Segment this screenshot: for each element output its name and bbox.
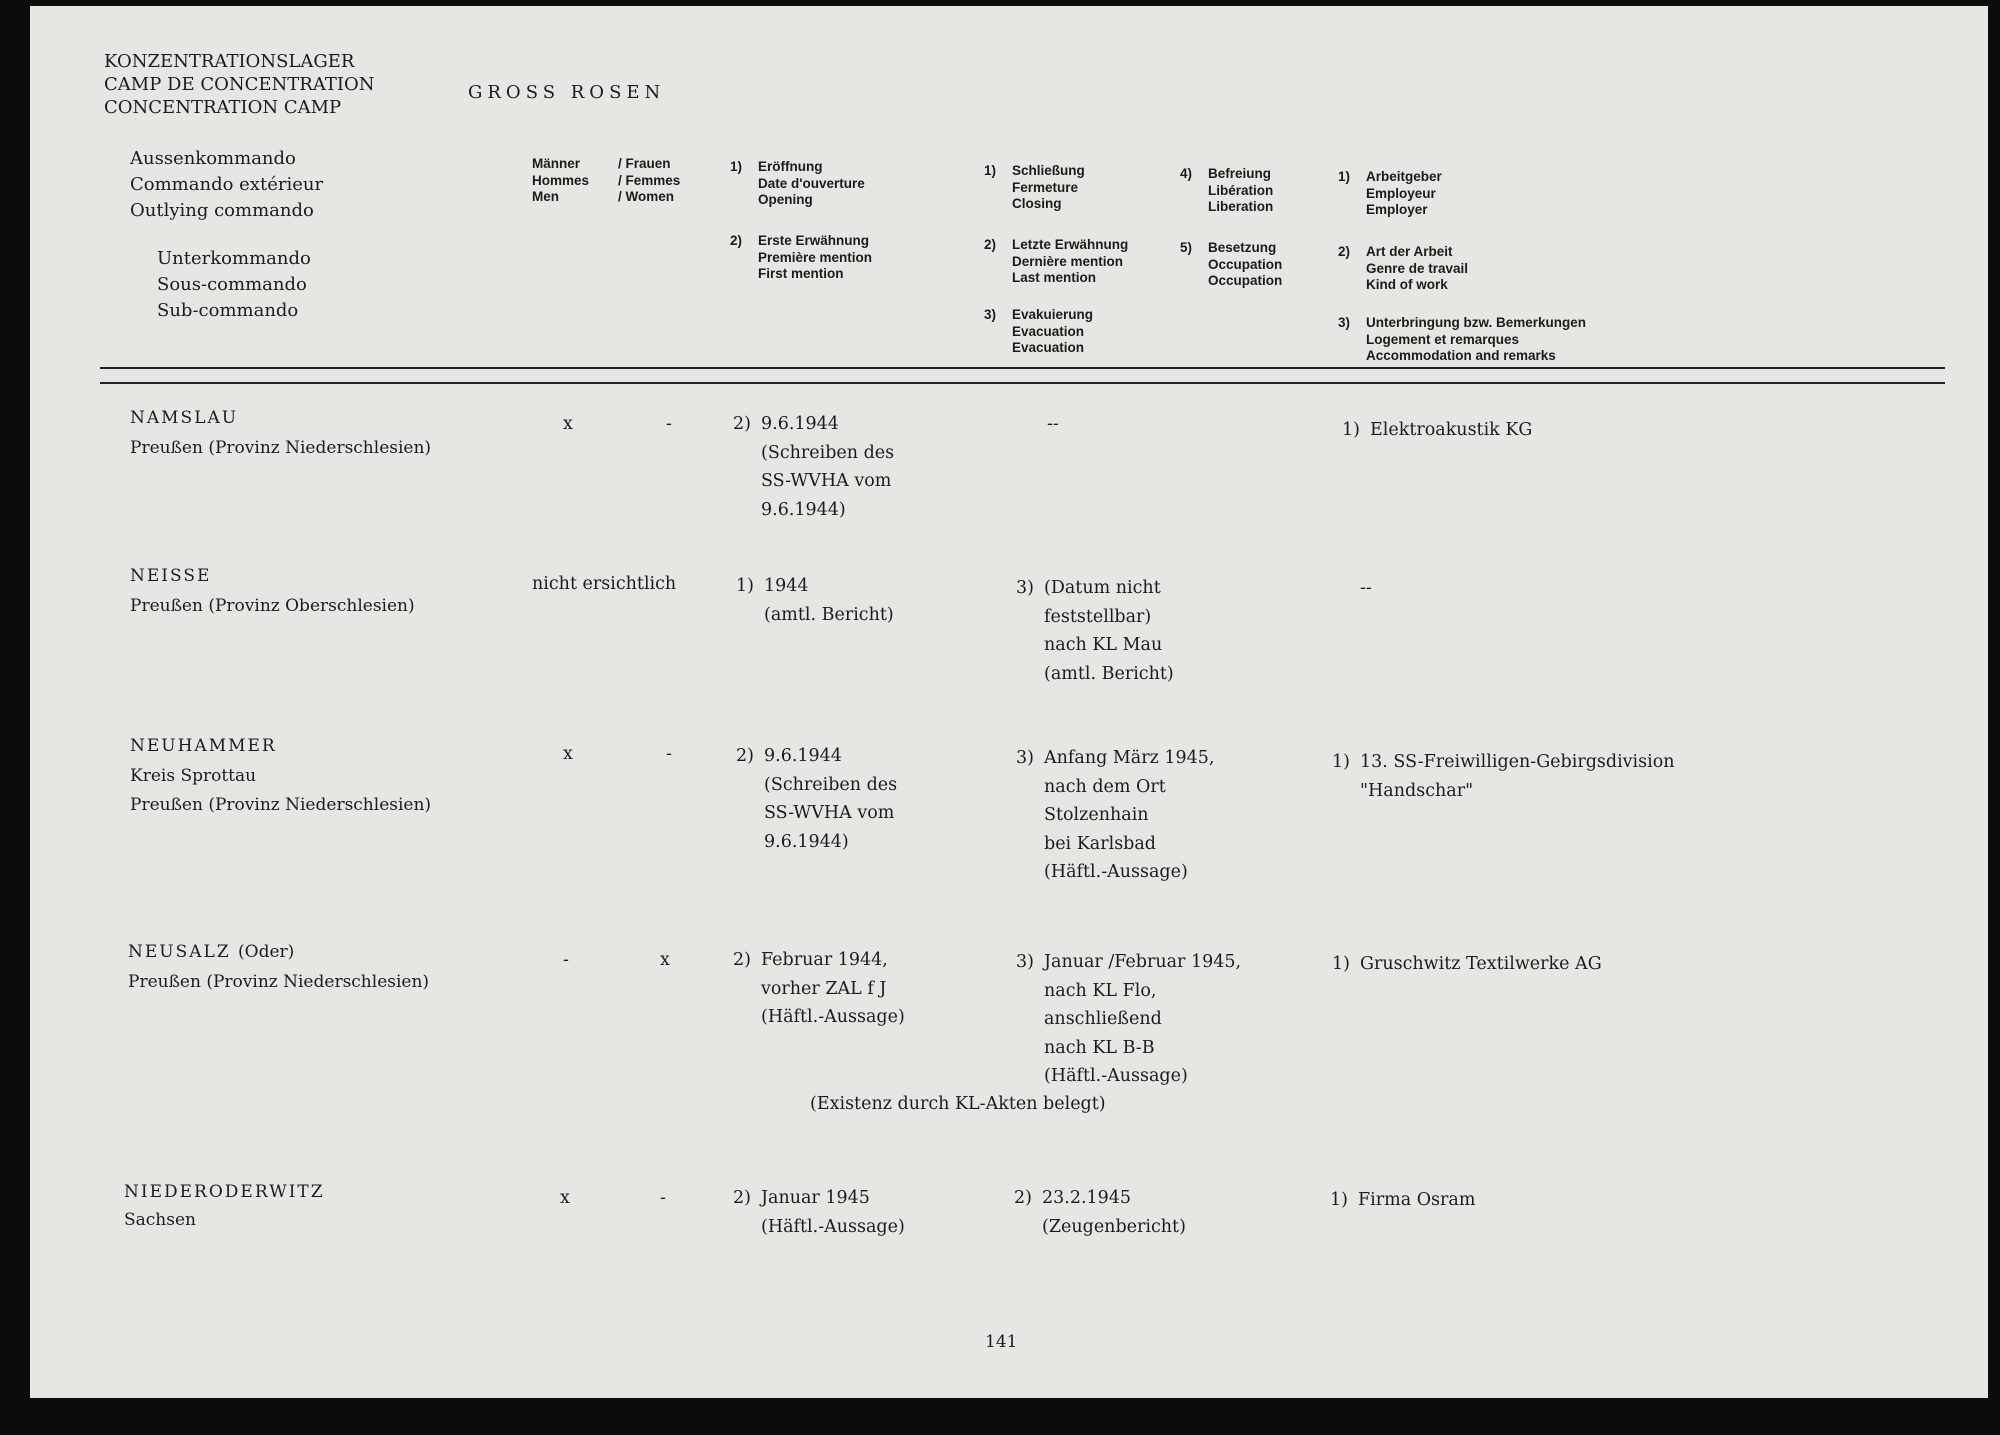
entry-opening-text: Februar 1944, vorher ZAL f J (Häftl.-Aussage)	[761, 950, 905, 1027]
entry-note: (Existenz durch KL-Akten belegt)	[810, 1094, 1106, 1114]
entry-opening	[733, 410, 894, 524]
header-men-en: Men	[532, 189, 559, 204]
entry-name-text: NEUSALZ	[128, 942, 231, 962]
entry-name: NAMSLAU	[130, 408, 239, 428]
header-closing	[984, 163, 1085, 213]
header-women-fr: / Femmes	[618, 172, 681, 188]
header-women	[618, 156, 680, 206]
camp-label-fr: CAMP DE CONCENTRATION	[104, 74, 375, 95]
entry-opening-num: 2)	[733, 1188, 751, 1208]
entry-remarks	[1332, 748, 1675, 805]
entry-closing-text: 23.2.1945 (Zeugenbericht)	[1042, 1188, 1186, 1237]
header-liberation-num: 4)	[1180, 166, 1193, 181]
entry-men: x	[560, 1188, 570, 1208]
header-men-fr: Hommes	[532, 172, 590, 188]
entry-closing-num: 3)	[1016, 578, 1034, 598]
header-occupation-text: Besetzung Occupation Occupation	[1208, 240, 1283, 288]
header-accommodation-num: 3)	[1338, 315, 1351, 330]
entry-women: -	[666, 414, 672, 434]
header-accommodation-text: Unterbringung bzw. Bemerkungen Logement et remarques Accommodation and remarks	[1366, 315, 1587, 363]
entry-remarks-text: Elektroakustik KG	[1370, 420, 1533, 440]
entry-opening	[733, 946, 905, 1032]
header-occupation	[1180, 240, 1282, 290]
header-opening	[730, 159, 865, 209]
entry-opening	[733, 1184, 905, 1241]
entry-men: x	[563, 414, 573, 434]
outlying-label	[130, 146, 323, 224]
header-occupation-num: 5)	[1180, 240, 1193, 255]
header-opening-num: 1)	[730, 159, 743, 174]
page-number: 141	[985, 1332, 1018, 1352]
header-closing-text: Schließung Fermeture Closing	[1012, 163, 1085, 211]
entry-opening	[736, 742, 897, 856]
header-women-de: / Frauen	[618, 156, 671, 171]
header-kind-of-work	[1338, 244, 1468, 294]
header-employer-num: 1)	[1338, 169, 1351, 184]
entry-remarks-text: Firma Osram	[1358, 1190, 1476, 1210]
header-evacuation-num: 3)	[984, 307, 997, 322]
entry-opening-text: 1944 (amtl. Bericht)	[764, 576, 894, 625]
entry-remarks-num: 1)	[1330, 1190, 1348, 1210]
entry-closing	[1016, 948, 1241, 1091]
header-liberation	[1180, 166, 1273, 216]
entry-name-suffix: (Oder)	[238, 942, 295, 962]
entry-remarks-text: 13. SS-Freiwilligen-Gebirgsdivision "Handschar"	[1360, 752, 1675, 801]
header-divider-bottom	[100, 382, 1945, 384]
camp-label	[104, 50, 374, 119]
entry-region: Sachsen	[124, 1210, 196, 1230]
entry-remarks-num: 1)	[1332, 954, 1350, 974]
sub-commando-label	[157, 246, 311, 324]
header-employer-text: Arbeitgeber Employeur Employer	[1366, 169, 1442, 217]
entry-closing	[1014, 1184, 1186, 1241]
header-closing-num: 1)	[984, 163, 997, 178]
outlying-label-de: Aussenkommando	[130, 148, 296, 169]
entry-opening-num: 2)	[733, 950, 751, 970]
entry-men-women-note: nicht ersichtlich	[532, 574, 677, 594]
entry-remarks	[1332, 950, 1602, 979]
sub-label-fr: Sous-commando	[157, 274, 307, 295]
header-first-mention	[730, 233, 872, 283]
header-evacuation	[984, 307, 1093, 357]
camp-label-de: KONZENTRATIONSLAGER	[104, 51, 355, 72]
entry-opening-num: 2)	[733, 414, 751, 434]
header-divider-top	[100, 367, 1945, 369]
entry-name: NIEDERODERWITZ	[124, 1182, 325, 1202]
entry-opening-num: 2)	[736, 746, 754, 766]
entry-closing-num: 3)	[1016, 748, 1034, 768]
entry-name	[128, 942, 294, 962]
entry-region: Preußen (Provinz Oberschlesien)	[130, 596, 415, 616]
entry-region: Preußen (Provinz Niederschlesien)	[128, 972, 430, 992]
camp-label-en: CONCENTRATION CAMP	[104, 97, 342, 118]
header-employer	[1338, 169, 1442, 219]
entry-closing-text: (Datum nicht feststellbar) nach KL Mau (amtl. Bericht)	[1044, 578, 1174, 684]
sub-label-de: Unterkommando	[157, 248, 311, 269]
header-first-mention-text: Erste Erwähnung Première mention First mention	[758, 233, 873, 281]
entry-opening-text: 9.6.1944 (Schreiben des SS-WVHA vom 9.6.1944)	[764, 746, 898, 852]
entry-closing-num: 3)	[1016, 952, 1034, 972]
entry-region: Preußen (Provinz Niederschlesien)	[130, 438, 432, 458]
entry-men: -	[563, 950, 569, 970]
entry-remarks	[1342, 416, 1532, 445]
entry-women: -	[666, 744, 672, 764]
entry-closing-text: Anfang März 1945, nach dem Ort Stolzenhain bei Karlsbad (Häftl.-Aussage)	[1044, 748, 1215, 882]
header-last-mention-num: 2)	[984, 237, 997, 252]
entry-closing-text: Januar /Februar 1945, nach KL Flo, anschließend nach KL B-B (Häftl.-Aussage)	[1044, 952, 1242, 1086]
entry-closing	[1016, 744, 1214, 887]
entry-remarks	[1330, 1186, 1475, 1215]
entry-remarks: --	[1360, 578, 1372, 598]
header-men-de: Männer	[532, 156, 581, 171]
header-last-mention-text: Letzte Erwähnung Dernière mention Last mention	[1012, 237, 1129, 285]
outlying-label-en: Outlying commando	[130, 200, 314, 221]
header-kind-of-work-num: 2)	[1338, 244, 1351, 259]
header-accommodation	[1338, 315, 1586, 365]
header-last-mention	[984, 237, 1128, 287]
header-evacuation-text: Evakuierung Evacuation Evacuation	[1012, 307, 1094, 355]
entry-opening-num: 1)	[736, 576, 754, 596]
header-women-en: / Women	[618, 189, 675, 204]
header-liberation-text: Befreiung Libération Liberation	[1208, 166, 1274, 214]
entry-women: -	[660, 1188, 666, 1208]
entry-opening	[736, 572, 894, 629]
header-first-mention-num: 2)	[730, 233, 743, 248]
entry-women: x	[660, 950, 670, 970]
entry-remarks-text: Gruschwitz Textilwerke AG	[1360, 954, 1602, 974]
entry-name: NEISSE	[130, 566, 212, 586]
entry-closing-num: 2)	[1014, 1188, 1032, 1208]
outlying-label-fr: Commando extérieur	[130, 174, 324, 195]
sub-label-en: Sub-commando	[157, 300, 299, 321]
camp-name: GROSS ROSEN	[468, 82, 666, 103]
entry-closing	[1016, 574, 1174, 688]
entry-remarks-num: 1)	[1342, 420, 1360, 440]
header-men	[532, 156, 589, 206]
entry-name: NEUHAMMER	[130, 736, 277, 756]
entry-men: x	[563, 744, 573, 764]
entry-opening-text: Januar 1945 (Häftl.-Aussage)	[761, 1188, 905, 1237]
entry-remarks-num: 1)	[1332, 752, 1350, 772]
document-page	[30, 6, 1988, 1398]
entry-region: Kreis Sprottau Preußen (Provinz Niederschlesien)	[130, 766, 432, 815]
entry-closing: --	[1047, 414, 1059, 434]
header-opening-text: Eröffnung Date d'ouverture Opening	[758, 159, 865, 207]
entry-opening-text: 9.6.1944 (Schreiben des SS-WVHA vom 9.6.1944)	[761, 414, 895, 520]
header-kind-of-work-text: Art der Arbeit Genre de travail Kind of work	[1366, 244, 1469, 292]
